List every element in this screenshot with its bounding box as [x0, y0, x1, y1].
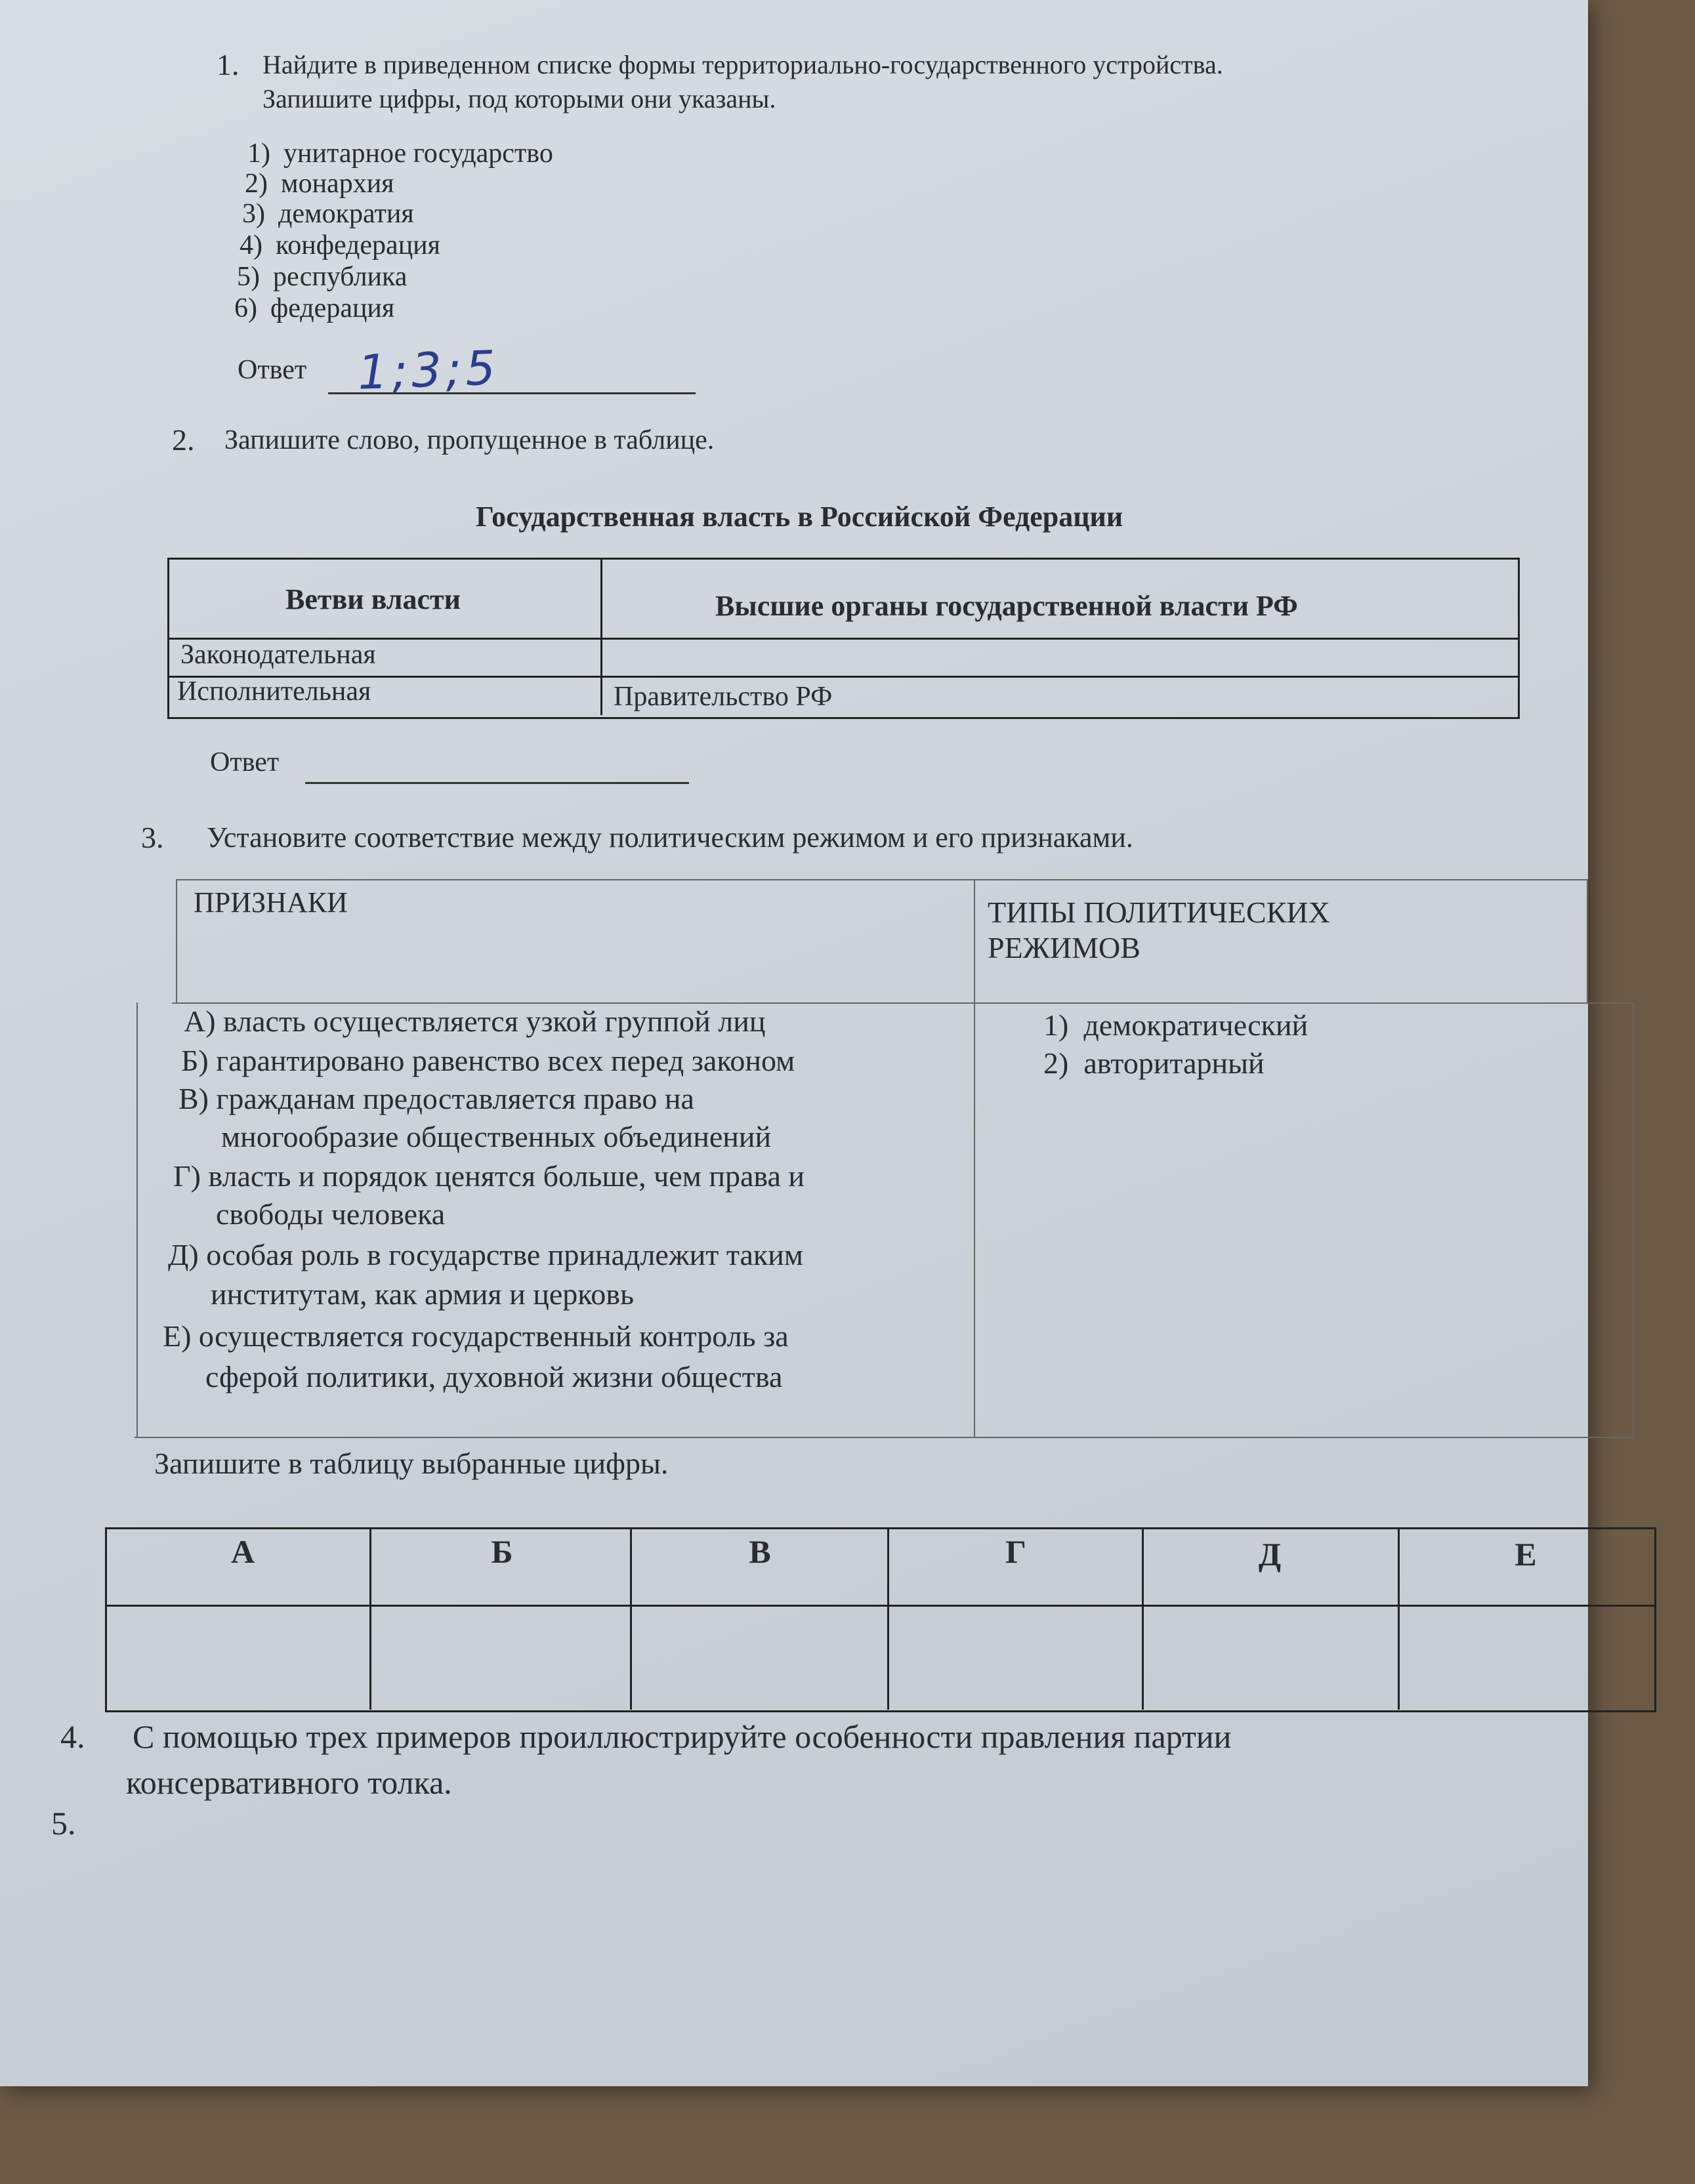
question-1-number: 1.: [217, 48, 240, 81]
q2-table-title: Государственная власть в Российской Федерации: [476, 501, 1123, 533]
q3-table-right-bottom: [1633, 1002, 1634, 1437]
q2-row-1-branch: Законодательная: [180, 640, 376, 670]
question-4-text-line2: консервативного толка.: [126, 1764, 452, 1801]
q3-table-mid: [974, 880, 975, 1438]
q3-answer-letter-a: А: [230, 1533, 255, 1570]
q3-answer-cell-v[interactable]: [634, 1609, 883, 1704]
q3-answer-col-line-4: [1142, 1529, 1144, 1710]
question-1-text-line1: Найдите в приведенном списке формы территориально-государственного устройства.: [262, 50, 1223, 79]
q1-option-6: 6) федерация: [234, 293, 395, 323]
question-3-number: 3.: [141, 821, 164, 854]
q3-table-bottom: [135, 1437, 1634, 1438]
q3-sign-a: А) власть осуществляется узкой группой лиц: [184, 1004, 766, 1038]
question-1: [217, 47, 1463, 126]
q3-sign-d-cont: институтам, как армия и церковь: [165, 1277, 634, 1311]
q1-handwritten-answer: 1;3;5: [356, 340, 501, 400]
q1-answer-label: Ответ: [238, 355, 307, 385]
q3-sign-g: Г) власть и порядок ценятся больше, чем права и: [173, 1159, 805, 1193]
question-2-text: Запишите слово, пропущенное в таблице.: [224, 425, 715, 455]
q3-answer-cell-e[interactable]: [1402, 1609, 1650, 1704]
q3-header-types-line1: ТИПЫ ПОЛИТИЧЕСКИХ: [988, 896, 1330, 929]
q3-answer-col-line-5: [1398, 1529, 1400, 1710]
question-1-text-line2: Запишите цифры, под которыми они указаны.: [262, 84, 776, 113]
q2-table-divider: [600, 559, 602, 715]
q3-sign-b: Б) гарантировано равенство всех перед законом: [181, 1044, 795, 1077]
q1-option-2: 2) монархия: [245, 169, 394, 199]
q3-header-types-line2: РЕЖИМОВ: [988, 931, 1140, 964]
q3-sign-v-cont: многообразие общественных объединений: [176, 1120, 772, 1153]
q3-answer-col-line-3: [887, 1529, 889, 1710]
q3-sign-e: Е) осуществляется государственный контроль за: [163, 1319, 789, 1353]
question-2-number: 2.: [172, 423, 195, 457]
q1-option-3: 3) демократия: [242, 199, 414, 229]
q2-answer-label: Ответ: [210, 747, 280, 777]
q3-answer-letter-e: Е: [1515, 1536, 1537, 1573]
q2-header-branches: Ветви власти: [285, 583, 461, 615]
q3-answer-letter-b: Б: [491, 1533, 513, 1570]
q3-sign-e-cont: сферой политики, духовной жизни общества: [160, 1360, 783, 1393]
q1-option-1: 1) унитарное государство: [247, 138, 553, 169]
question-4-number: 4.: [60, 1718, 85, 1755]
question-3-text: Установите соответствие между политическим режимом и его признаками.: [207, 821, 1133, 854]
q1-option-4: 4) конфедерация: [240, 230, 440, 260]
q3-answer-col-line-1: [369, 1529, 371, 1710]
q2-header-organs: Высшие органы государственной власти РФ: [715, 590, 1298, 622]
question-4-text-line1: С помощью трех примеров проиллюстрируйте особенности правления партии: [133, 1718, 1232, 1755]
q1-option-5: 5) республика: [237, 262, 408, 292]
q3-type-1: 1) демократический: [1043, 1008, 1308, 1042]
q3-instruction: Запишите в таблицу выбранные цифры.: [154, 1447, 669, 1480]
q3-table-left-bottom: [136, 1002, 138, 1437]
q3-sign-v: В) гражданам предоставляется право на: [178, 1082, 694, 1115]
q3-table-top: [177, 879, 1587, 880]
q3-answer-cell-a[interactable]: [110, 1609, 366, 1704]
q2-row-1-organ[interactable]: [614, 640, 1139, 673]
question-3: [141, 820, 1454, 859]
q3-answer-letter-d: Д: [1258, 1536, 1282, 1573]
question-4: [60, 1714, 1504, 1799]
q3-answer-table-row-line: [105, 1605, 1655, 1607]
q3-answer-cell-b[interactable]: [374, 1609, 627, 1704]
q2-row-2-organ: Правительство РФ: [614, 682, 833, 712]
q3-answer-cell-g[interactable]: [891, 1609, 1138, 1704]
q3-table-left-top: [176, 879, 177, 1004]
q2-row-2-branch: Исполнительная: [177, 676, 371, 707]
q3-answer-letter-g: Г: [1005, 1533, 1026, 1570]
q3-table-right-top: [1587, 879, 1588, 1004]
q3-answer-col-line-2: [630, 1529, 632, 1710]
q2-answer-line[interactable]: [305, 782, 689, 784]
q3-answer-cell-d[interactable]: [1146, 1609, 1394, 1704]
q3-type-2: 2) авторитарный: [1043, 1046, 1265, 1080]
question-2: [172, 422, 1222, 462]
question-5-number: 5.: [51, 1805, 76, 1842]
q3-answer-letter-v: В: [749, 1533, 771, 1570]
q3-sign-g-cont: свободы человека: [171, 1197, 446, 1231]
q3-header-signs: ПРИЗНАКИ: [194, 886, 348, 918]
q3-sign-d: Д) особая роль в государстве принадлежит таким: [168, 1238, 803, 1271]
